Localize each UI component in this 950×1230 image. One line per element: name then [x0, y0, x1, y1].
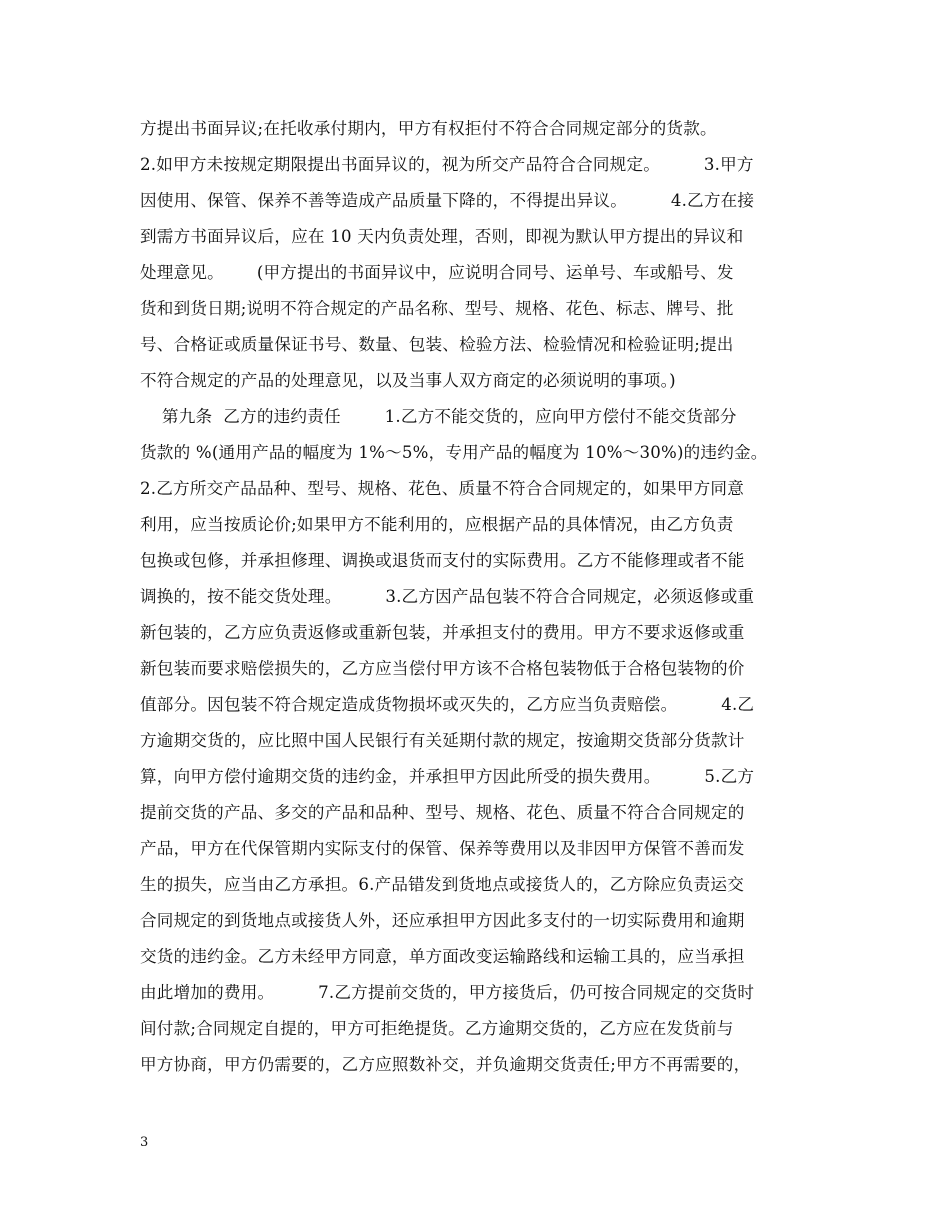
- text-line: 2.乙方所交产品品种、型号、规格、花色、质量不符合合同规定的，如果甲方同意: [140, 479, 745, 498]
- text-line: 甲方协商，甲方仍需要的，乙方应照数补交，并负逾期交货责任;甲方不再需要的，: [140, 1055, 751, 1074]
- text-line: 利用，应当按质论价;如果甲方不能利用的，应根据产品的具体情况，由乙方负责: [140, 515, 734, 534]
- text-line: 货款的 %(通用产品的幅度为 1%～5%，专用产品的幅度为 10%～30%)的违约金。: [140, 443, 768, 462]
- text-line: 方逾期交货的，应比照中国人民银行有关延期付款的规定，按逾期交货部分货款计: [140, 731, 745, 750]
- text-line: 处理意见。 (甲方提出的书面异议中，应说明合同号、运单号、车或船号、发: [140, 263, 734, 282]
- text-line: 由此增加的费用。 7.乙方提前交货的，甲方接货后，仍可按合同规定的交货时: [140, 983, 755, 1002]
- text-line: 2.如甲方未按规定期限提出书面异议的，视为所交产品符合合同规定。 3.甲方: [140, 155, 754, 174]
- text-line: 调换的，按不能交货处理。 3.乙方因产品包装不符合合同规定，必须返修或重: [140, 587, 755, 606]
- text-line: 因使用、保管、保养不善等造成产品质量下降的，不得提出异议。 4.乙方在接: [140, 191, 755, 210]
- text-line: 不符合规定的产品的处理意见，以及当事人双方商定的必须说明的事项。): [140, 371, 676, 390]
- text-line: 货和到货日期;说明不符合规定的产品名称、型号、规格、花色、标志、牌号、批: [140, 299, 734, 318]
- text-line: 新包装的，乙方应负责返修或重新包装，并承担支付的费用。甲方不要求返修或重: [140, 623, 745, 642]
- text-line: 包换或包修，并承担修理、调换或退货而支付的实际费用。乙方不能修理或者不能: [140, 551, 745, 570]
- text-line: 合同规定的到货地点或接货人外，还应承担甲方因此多支付的一切实际费用和逾期: [140, 911, 745, 930]
- text-line: 到需方书面异议后，应在 10 天内负责处理，否则，即视为默认甲方提出的异议和: [140, 227, 744, 246]
- text-line: 间付款;合同规定自提的，甲方可拒绝提货。乙方逾期交货的，乙方应在发货前与: [140, 1019, 734, 1038]
- text-line: 方提出书面异议;在托收承付期内，甲方有权拒付不符合合同规定部分的货款。: [140, 119, 717, 138]
- text-line: 值部分。因包装不符合规定造成货物损坏或灭失的，乙方应当负责赔偿。 4.乙: [140, 695, 755, 714]
- text-line: 交货的违约金。乙方未经甲方同意，单方面改变运输路线和运输工具的，应当承担: [140, 947, 745, 966]
- text-line: 算，向甲方偿付逾期交货的违约金，并承担甲方因此所受的损失费用。 5.乙方: [140, 767, 755, 786]
- text-line: 新包装而要求赔偿损失的，乙方应当偿付甲方该不合格包装物低于合格包装物的价: [140, 659, 745, 678]
- text-line: 号、合格证或质量保证书号、数量、包装、检验方法、检验情况和检验证明;提出: [140, 335, 734, 354]
- page-number: 3: [140, 1135, 149, 1150]
- text-line: 提前交货的产品、多交的产品和品种、型号、规格、花色、质量不符合合同规定的: [140, 803, 745, 822]
- text-line: 第九条 乙方的违约责任 1.乙方不能交货的，应向甲方偿付不能交货部分: [140, 407, 737, 426]
- text-line: 产品，甲方在代保管期内实际支付的保管、保养等费用以及非因甲方保管不善而发: [140, 839, 745, 858]
- text-line: 生的损失，应当由乙方承担。6.产品错发到货地点或接货人的，乙方除应负责运交: [140, 875, 745, 894]
